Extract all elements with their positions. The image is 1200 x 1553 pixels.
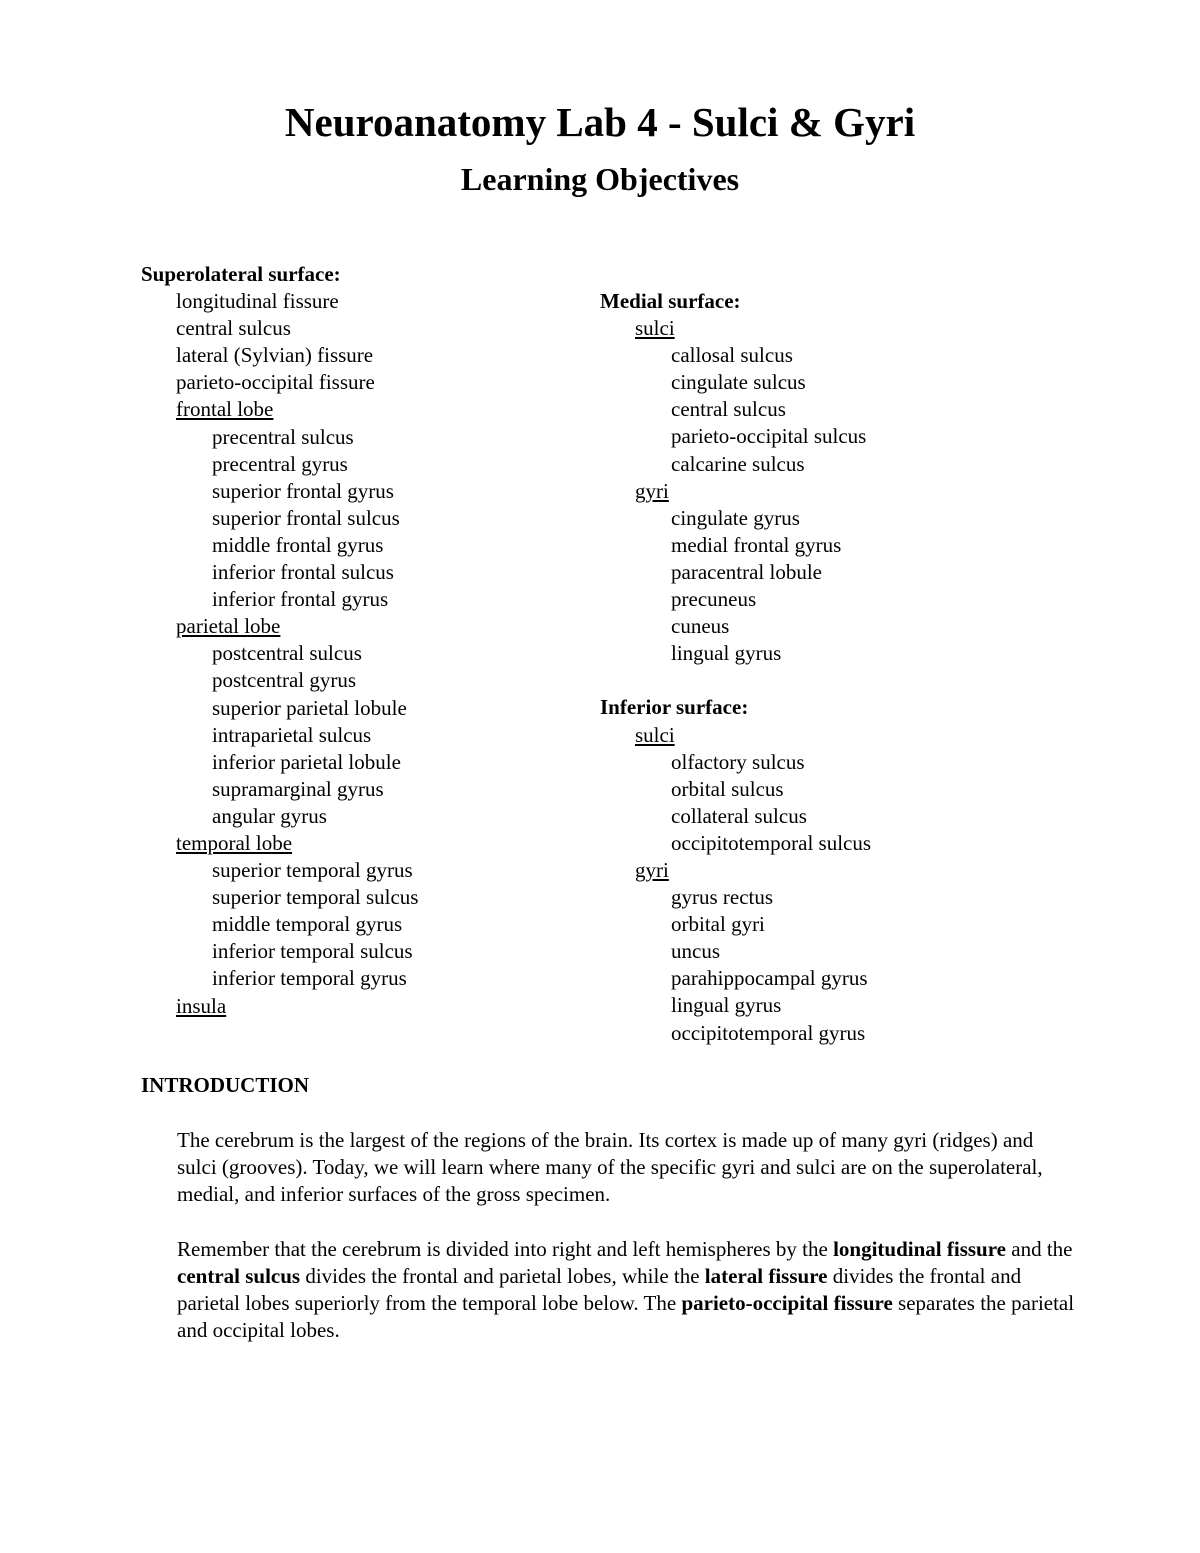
list-item: postcentral sulcus — [212, 641, 362, 666]
superolateral-column — [141, 261, 418, 1020]
list-item: inferior temporal sulcus — [212, 939, 413, 964]
term-central-sulcus: central sulcus — [177, 1264, 301, 1289]
insula-label: insula — [176, 993, 227, 1018]
list-item: callosal sulcus — [671, 343, 793, 368]
list-item: superior temporal gyrus — [212, 858, 413, 883]
page-subtitle: Learning Objectives — [460, 161, 740, 197]
list-item: middle temporal gyrus — [212, 912, 403, 937]
list-item: angular gyrus — [212, 803, 327, 828]
list-item: occipitotemporal gyrus — [671, 1020, 866, 1045]
list-item: superior temporal sulcus — [212, 885, 419, 910]
medial-inferior-column — [600, 288, 871, 1047]
term-lateral-fissure: lateral fissure — [704, 1264, 828, 1289]
list-item: cuneus — [671, 614, 730, 639]
list-item: cingulate sulcus — [671, 370, 806, 395]
intro-paragraph-2 — [177, 1236, 1077, 1344]
term-parieto-occipital-fissure: parieto-occipital fissure — [681, 1291, 893, 1316]
parietal-lobe-label: parietal lobe — [176, 614, 281, 639]
list-item: precentral sulcus — [212, 424, 354, 449]
paragraph-text: separates the parietal and occipital lobes. — [177, 1291, 1075, 1343]
list-item: middle frontal gyrus — [212, 532, 384, 557]
list-item: inferior parietal lobule — [212, 749, 401, 774]
list-item: orbital gyri — [671, 912, 765, 937]
medial-heading: Medial surface: — [600, 289, 741, 313]
paragraph-text: divides the frontal and parietal lobes, while the — [300, 1264, 705, 1289]
term-longitudinal-fissure: longitudinal fissure — [833, 1237, 1006, 1261]
list-item: inferior frontal sulcus — [212, 560, 394, 585]
paragraph-text: and the — [1006, 1237, 1073, 1261]
list-item: superior parietal lobule — [212, 695, 407, 720]
list-item: lateral (Sylvian) fissure — [176, 343, 374, 368]
intro-paragraph-1: The cerebrum is the largest of the regions of the brain. Its cortex is made up of many gyri (ridges) and sulci (grooves). Today, we will learn where many of the specific gyri and sulci are on the superolateral, medial, and inferior surfaces of the gross specimen. — [177, 1128, 1043, 1207]
list-item: inferior temporal gyrus — [212, 966, 407, 991]
list-item: orbital sulcus — [671, 776, 784, 801]
temporal-lobe-label: temporal lobe — [176, 830, 293, 855]
paragraph-text: divides the frontal and parietal lobes superiorly from the temporal lobe below. The — [177, 1264, 1022, 1316]
medial-sulci-label: sulci — [635, 316, 675, 341]
list-item: collateral sulcus — [671, 803, 807, 828]
list-item: postcentral gyrus — [212, 668, 357, 693]
list-item: supramarginal gyrus — [212, 776, 384, 801]
inferior-sulci-label: sulci — [635, 722, 675, 747]
spacer — [600, 667, 871, 694]
list-item: gyrus rectus — [671, 885, 774, 910]
list-item: precentral gyrus — [212, 451, 348, 476]
list-item: central sulcus — [671, 397, 786, 422]
list-item: superior frontal gyrus — [212, 478, 394, 503]
introduction-heading: INTRODUCTION — [141, 1073, 310, 1097]
list-item: olfactory sulcus — [671, 749, 805, 774]
list-item: uncus — [671, 939, 720, 964]
frontal-lobe-label: frontal lobe — [176, 397, 274, 422]
list-item: paracentral lobule — [671, 559, 822, 584]
list-item: precuneus — [671, 587, 757, 612]
superolateral-heading: Superolateral surface: — [141, 262, 341, 286]
list-item: calcarine sulcus — [671, 451, 805, 476]
inferior-gyri-label: gyri — [635, 857, 669, 882]
list-item: parahippocampal gyrus — [671, 966, 868, 991]
list-item: intraparietal sulcus — [212, 722, 372, 747]
page-title: Neuroanatomy Lab 4 - Sulci & Gyri — [284, 99, 916, 145]
list-item: inferior frontal gyrus — [212, 587, 389, 612]
list-item: central sulcus — [176, 316, 291, 341]
list-item: superior frontal sulcus — [212, 505, 400, 530]
list-item: lingual gyrus — [671, 641, 782, 666]
list-item: medial frontal gyrus — [671, 532, 842, 557]
list-item: cingulate gyrus — [671, 505, 800, 530]
list-item: lingual gyrus — [671, 993, 782, 1018]
list-item: occipitotemporal sulcus — [671, 830, 872, 855]
list-item: parieto-occipital fissure — [176, 370, 375, 395]
inferior-heading: Inferior surface: — [600, 695, 749, 720]
paragraph-text: Remember that the cerebrum is divided into right and left hemispheres by the — [177, 1237, 834, 1261]
list-item: longitudinal fissure — [176, 289, 339, 314]
list-item: parieto-occipital sulcus — [671, 424, 867, 449]
medial-gyri-label: gyri — [635, 478, 669, 503]
